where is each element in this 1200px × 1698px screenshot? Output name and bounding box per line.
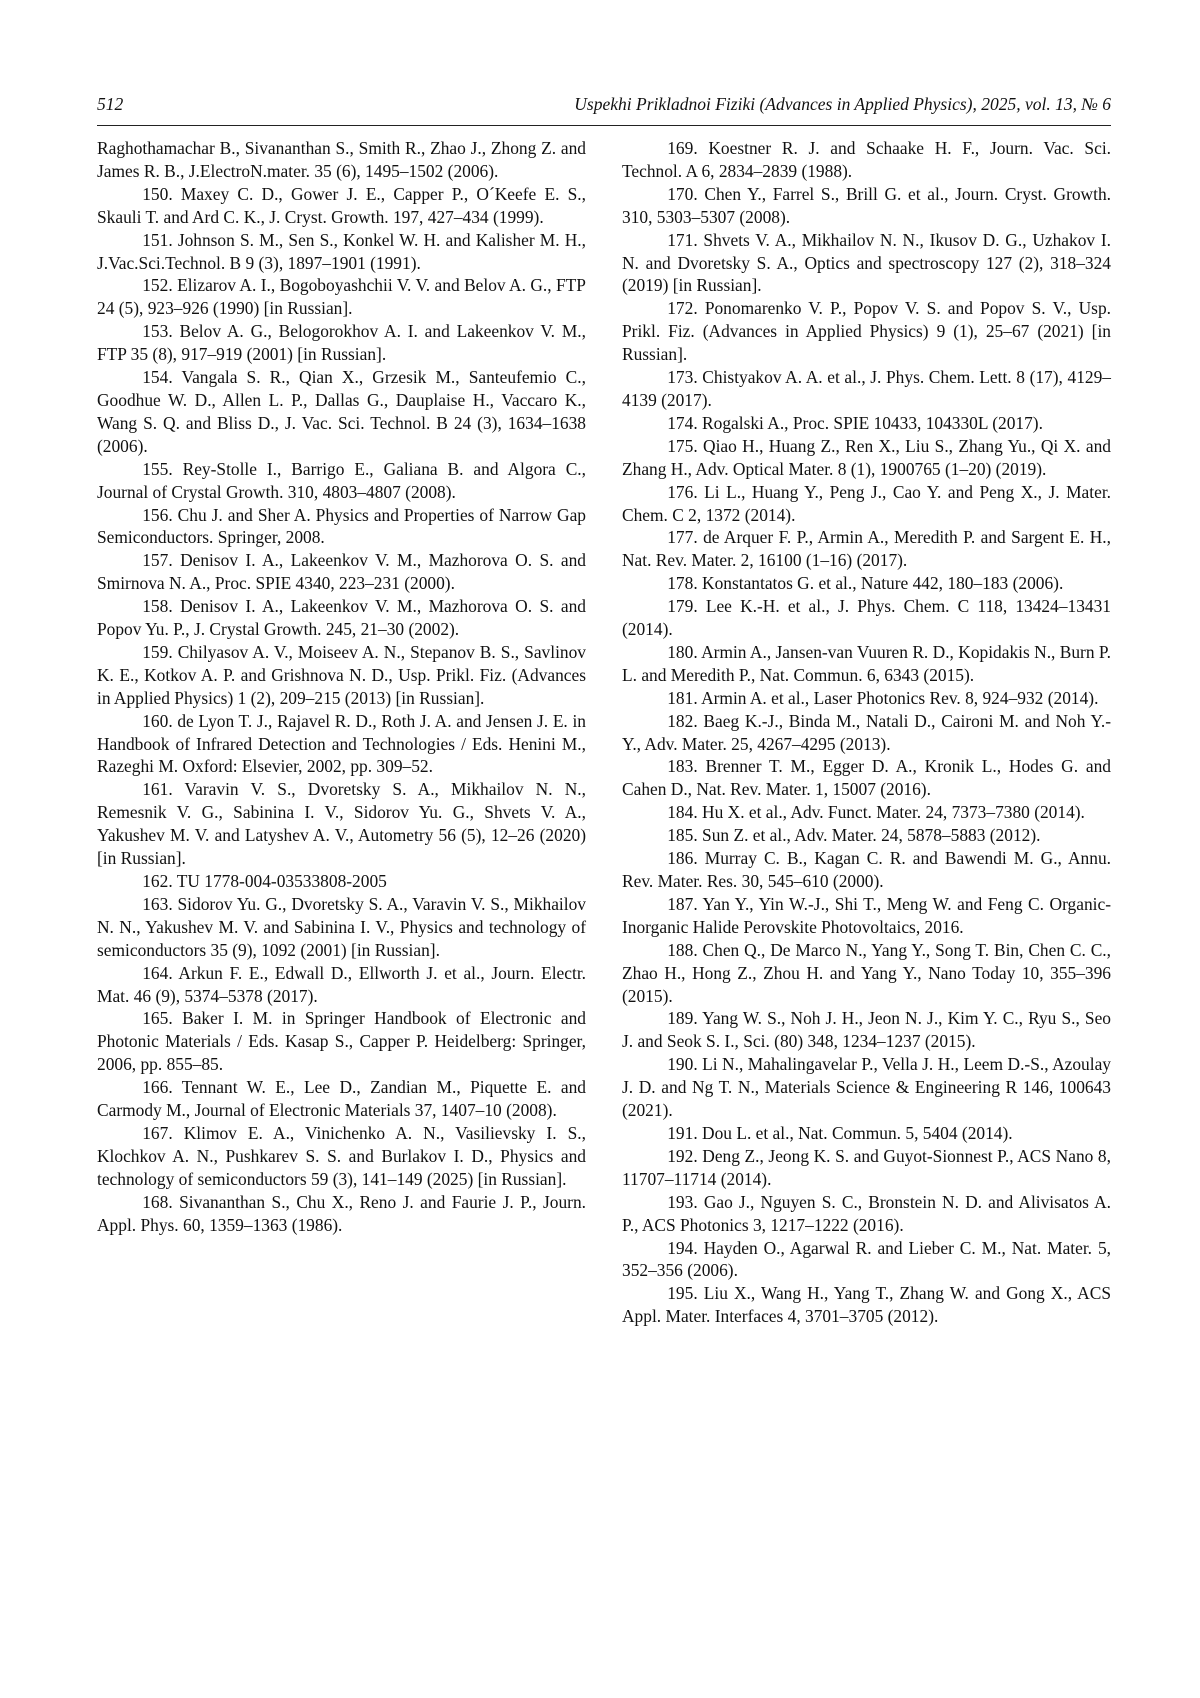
reference-number: 160. (142, 710, 173, 731)
reference-entry (97, 504, 586, 550)
reference-text: Lee K.-H. et al., J. Phys. Chem. C 118, 13424–13431 (2014). (622, 596, 1111, 640)
reference-number: 167. (142, 1122, 173, 1143)
reference-entry (622, 641, 1111, 687)
reference-entry (622, 755, 1111, 801)
reference-number: 178. (667, 573, 698, 594)
reference-text: Johnson S. M., Sen S., Konkel W. H. and Kalisher M. H., J.Vac.Sci.Technol. B 9 (3), 1897–1901 (1991). (97, 229, 586, 273)
reference-text: Baeg K.-J., Binda M., Natali D., Caironi M. and Noh Y.-Y., Adv. Mater. 25, 4267–4295 (2013). (622, 710, 1111, 754)
reference-entry (622, 412, 1111, 435)
reference-text: Shvets V. A., Mikhailov N. N., Ikusov D. G., Uzhakov I. N. and Dvoretsky S. A., Optics and spectroscopy 127 (2), 318–324 (2019) [in Russian]. (622, 229, 1111, 296)
reference-number: 176. (667, 481, 698, 502)
reference-text: Chen Q., De Marco N., Yang Y., Song T. Bin, Chen C. C., Zhao H., Hong Z., Zhou H. and Yang Y., Nano Today 10, 355–396 (2015). (622, 939, 1111, 1006)
reference-number: 189. (667, 1008, 698, 1029)
reference-number: 182. (667, 710, 698, 731)
reference-number: 185. (667, 825, 698, 846)
header-rule (97, 125, 1111, 126)
reference-number: 168. (142, 1191, 173, 1212)
reference-text: Li L., Huang Y., Peng J., Cao Y. and Peng X., J. Mater. Chem. C 2, 1372 (2014). (622, 481, 1111, 525)
reference-entry (97, 549, 586, 595)
reference-text: Sun Z. et al., Adv. Mater. 24, 5878–5883 (2012). (702, 825, 1041, 846)
reference-text: Rogalski A., Proc. SPIE 10433, 104330L (2017). (702, 412, 1043, 433)
reference-entry (97, 641, 586, 710)
reference-entry (622, 1237, 1111, 1283)
reference-number: 165. (142, 1008, 173, 1029)
reference-entry (622, 939, 1111, 1008)
reference-entry (97, 710, 586, 779)
reference-entry (622, 1145, 1111, 1191)
reference-entry (622, 572, 1111, 595)
reference-text: Yang W. S., Noh J. H., Jeon N. J., Kim Y. C., Ryu S., Seo J. and Seok S. I., Sci. (80) 348, 1234–1237 (2015). (622, 1008, 1112, 1052)
reference-entry (622, 183, 1111, 229)
reference-number: 192. (667, 1145, 698, 1166)
reference-number: 155. (142, 458, 173, 479)
reference-column-left (97, 137, 586, 1237)
reference-number: 151. (142, 229, 173, 250)
reference-entry (622, 801, 1111, 824)
reference-text: Denisov I. A., Lakeenkov V. M., Mazhorova O. S. and Smirnova N. A., Proc. SPIE 4340, 223–231 (2000). (97, 550, 586, 594)
reference-entry (97, 962, 586, 1008)
reference-text: Brenner T. M., Egger D. A., Kronik L., Hodes G. and Cahen D., Nat. Rev. Mater. 1, 15007 (2016). (622, 756, 1111, 800)
reference-text: Elizarov A. I., Bogoboyashchii V. V. and Belov A. G., FTP 24 (5), 923–926 (1990) [in Russian]. (97, 275, 586, 319)
reference-text: Murray C. B., Kagan C. R. and Bawendi M. G., Annu. Rev. Mater. Res. 30, 545–610 (2000). (622, 848, 1111, 891)
running-header (97, 94, 1111, 115)
reference-entry (97, 274, 586, 320)
reference-number: 163. (142, 893, 173, 914)
reference-number: 154. (142, 367, 173, 388)
reference-entry (622, 526, 1111, 572)
reference-text: de Arquer F. P., Armin A., Meredith P. and Sargent E. H., Nat. Rev. Mater. 2, 16100 (1–16) (2017). (622, 527, 1111, 571)
reference-text: Baker I. M. in Springer Handbook of Electronic and Photonic Materials / Eds. Kasap S., Capper P. Heidelberg: Springer, 2006, pp. 855–85. (97, 1008, 586, 1075)
reference-text: Dou L. et al., Nat. Commun. 5, 5404 (2014). (702, 1122, 1013, 1143)
reference-number: 159. (142, 641, 173, 662)
reference-number: 175. (667, 435, 698, 456)
reference-text: Arkun F. E., Edwall D., Ellworth J. et al., Journ. Electr. Mat. 46 (9), 5374–5378 (2017). (97, 962, 586, 1006)
reference-text: Hayden O., Agarwal R. and Lieber C. M., Nat. Mater. 5, 352–356 (2006). (622, 1237, 1111, 1281)
journal-title: Uspekhi Prikladnoi Fiziki (Advances in Applied Physics), 2025, vol. 13, № 6 (574, 94, 1111, 114)
reference-number: 184. (667, 802, 698, 823)
reference-entry (97, 229, 586, 275)
reference-text: Ponomarenko V. P., Popov V. S. and Popov S. V., Usp. Prikl. Fiz. (Advances in Applied Physics) 9 (1), 25–67 (2021) [in Russian]. (622, 298, 1111, 365)
reference-entry (97, 366, 586, 458)
reference-text: Sidorov Yu. G., Dvoretsky S. A., Varavin V. S., Mikhailov N. N., Yakushev M. V. and Sabinina I. V., Physics and technology of semiconductors 35 (9), 1092 (2001) [in Russian]. (97, 893, 586, 960)
reference-entry (622, 137, 1111, 183)
reference-number: 174. (667, 412, 698, 433)
reference-entry (97, 183, 586, 229)
reference-number: 169. (667, 138, 698, 158)
reference-entry (97, 1007, 586, 1076)
reference-number: 181. (667, 687, 698, 708)
reference-number: 177. (667, 527, 698, 548)
reference-entry (622, 687, 1111, 710)
reference-text: Armin A. et al., Laser Photonics Rev. 8, 924–932 (2014). (701, 687, 1099, 708)
reference-text: Belov A. G., Belogorokhov A. I. and Lakeenkov V. M., FTP 35 (8), 917–919 (2001) [in Russian]. (97, 321, 586, 365)
reference-number: 194. (667, 1237, 698, 1258)
reference-text: Varavin V. S., Dvoretsky S. A., Mikhailov N. N., Remesnik V. G., Sabinina I. V., Sidorov Yu. G., Shvets V. A., Yakushev M. V. and Latyshev A. V., Autometry 56 (5), 12–26 (2020) [in Russian]. (97, 779, 586, 869)
reference-number: 173. (667, 367, 698, 388)
reference-number: 166. (142, 1077, 173, 1098)
reference-number: 153. (142, 321, 173, 342)
reference-entry (622, 229, 1111, 298)
reference-number: 158. (142, 596, 173, 617)
reference-number: 183. (667, 756, 698, 777)
reference-entry (622, 435, 1111, 481)
reference-number: 156. (142, 504, 173, 525)
reference-text: Chu J. and Sher A. Physics and Properties of Narrow Gap Semiconductors. Springer, 2008. (97, 504, 586, 548)
reference-text: Konstantatos G. et al., Nature 442, 180–183 (2006). (702, 573, 1064, 594)
reference-entry (622, 481, 1111, 527)
reference-entry (622, 297, 1111, 366)
reference-number: 187. (667, 893, 698, 914)
reference-entry (97, 458, 586, 504)
reference-entry (97, 595, 586, 641)
reference-entry (622, 1053, 1111, 1122)
reference-text: Denisov I. A., Lakeenkov V. M., Mazhorova O. S. and Popov Yu. P., J. Crystal Growth. 245, 21–30 (2002). (97, 596, 586, 640)
reference-text: TU 1778-004-03533808-2005 (176, 871, 387, 891)
reference-text: Koestner R. J. and Schaake H. F., Journ. Vac. Sci. Technol. A 6, 2834–2839 (1988). (622, 138, 1112, 181)
reference-text: Rey-Stolle I., Barrigo E., Galiana B. and Algora C., Journal of Crystal Growth. 310, 4803–4807 (2008). (97, 458, 586, 502)
reference-number: 150. (142, 183, 173, 204)
reference-text: Li N., Mahalingavelar P., Vella J. H., Leem D.-S., Azoulay J. D. and Ng T. N., Materials Science & Engineering R 146, 100643 (2021). (622, 1054, 1111, 1121)
reference-number: 179. (667, 596, 698, 617)
reference-text: Sivananthan S., Chu X., Reno J. and Faurie J. P., Journ. Appl. Phys. 60, 1359–1363 (1986). (97, 1191, 586, 1235)
reference-entry (97, 893, 586, 962)
reference-number: 161. (142, 779, 173, 800)
reference-entry (97, 870, 586, 893)
reference-text: Liu X., Wang H., Yang T., Zhang W. and Gong X., ACS Appl. Mater. Interfaces 4, 3701–3705 (2012). (622, 1283, 1111, 1327)
reference-entry (622, 595, 1111, 641)
reference-text: Maxey C. D., Gower J. E., Capper P., O´Keefe E. S., Skauli T. and Ard C. K., J. Cryst. Growth. 197, 427–434 (1999). (97, 183, 586, 227)
reference-number: 193. (667, 1191, 698, 1212)
reference-entry (622, 824, 1111, 847)
reference-text: Gao J., Nguyen S. C., Bronstein N. D. and Alivisatos A. P., ACS Photonics 3, 1217–1222 (2016). (622, 1191, 1111, 1235)
reference-number: 191. (667, 1122, 698, 1143)
reference-text: de Lyon T. J., Rajavel R. D., Roth J. A. and Jensen J. E. in Handbook of Infrared Detection and Technologies / Eds. Henini M., Razeghi M. Oxford: Elsevier, 2002, pp. 309–52. (97, 710, 586, 777)
reference-number: 157. (142, 550, 173, 571)
reference-number: 162. (142, 871, 173, 891)
reference-text: Tennant W. E., Lee D., Zandian M., Piquette E. and Carmody M., Journal of Electronic Materials 37, 1407–10 (2008). (97, 1077, 586, 1121)
reference-column-right (622, 137, 1111, 1328)
page-number: 512 (97, 94, 124, 114)
reference-number: 180. (667, 641, 698, 662)
reference-entry (97, 1191, 586, 1237)
reference-entry (622, 366, 1111, 412)
reference-entry (97, 1122, 586, 1191)
reference-text: Qiao H., Huang Z., Ren X., Liu S., Zhang Yu., Qi X. and Zhang H., Adv. Optical Mater. 8 (1), 1900765 (1–20) (2019). (622, 435, 1111, 479)
reference-number: 186. (667, 848, 698, 869)
reference-number: 171. (667, 229, 698, 250)
reference-text: Armin A., Jansen-van Vuuren R. D., Kopidakis N., Burn P. L. and Meredith P., Nat. Commun. 6, 6343 (2015). (622, 641, 1111, 685)
reference-entry (622, 710, 1111, 756)
reference-entry (622, 1007, 1111, 1053)
reference-text: Klimov E. A., Vinichenko A. N., Vasilievsky I. S., Klochkov A. N., Pushkarev S. S. and Burlakov I. D., Physics and technology of semiconductors 59 (3), 141–149 (2025) [in Russian]. (97, 1122, 586, 1189)
reference-entry (622, 1122, 1111, 1145)
reference-number: 188. (667, 939, 698, 960)
reference-text: Raghothamachar B., Sivananthan S., Smith R., Zhao J., Zhong Z. and James R. B., J.ElectroN.mater. 35 (6), 1495–1502 (2006). (97, 138, 586, 181)
reference-number: 164. (142, 962, 173, 983)
reference-number: 170. (667, 183, 698, 204)
reference-number: 190. (667, 1054, 698, 1075)
reference-text: Chilyasov A. V., Moiseev A. N., Stepanov B. S., Savlinov K. E., Kotkov A. P. and Grishnova N. D., Usp. Prikl. Fiz. (Advances in Applied Physics) 1 (2), 209–215 (2013) [in Russian]. (97, 641, 586, 708)
reference-entry (97, 320, 586, 366)
reference-text: Yan Y., Yin W.-J., Shi T., Meng W. and Feng C. Organic-Inorganic Halide Perovskite Photovoltaics, 2016. (622, 893, 1112, 937)
reference-entry (97, 1076, 586, 1122)
reference-number: 195. (667, 1283, 698, 1304)
reference-entry (97, 137, 586, 183)
reference-entry (622, 893, 1111, 939)
reference-text: Vangala S. R., Qian X., Grzesik M., Santeufemio C., Goodhue W. D., Allen L. P., Dallas G., Dauplaise H., Vaccaro K., Wang S. Q. and Bliss D., J. Vac. Sci. Technol. B 24 (3), 1634–1638 (2006). (97, 367, 586, 456)
reference-text: Deng Z., Jeong K. S. and Guyot-Sionnest P., ACS Nano 8, 11707–11714 (2014). (622, 1145, 1111, 1189)
reference-text: Chistyakov A. A. et al., J. Phys. Chem. Lett. 8 (17), 4129–4139 (2017). (622, 367, 1111, 410)
reference-text: Chen Y., Farrel S., Brill G. et al., Journ. Cryst. Growth. 310, 5303–5307 (2008). (622, 183, 1111, 227)
reference-number: 152. (142, 275, 173, 296)
reference-entry (622, 847, 1111, 893)
reference-entry (97, 778, 586, 870)
reference-entry (622, 1191, 1111, 1237)
reference-text: Hu X. et al., Adv. Funct. Mater. 24, 7373–7380 (2014). (702, 802, 1085, 823)
reference-entry (622, 1282, 1111, 1328)
reference-number: 172. (667, 298, 698, 319)
